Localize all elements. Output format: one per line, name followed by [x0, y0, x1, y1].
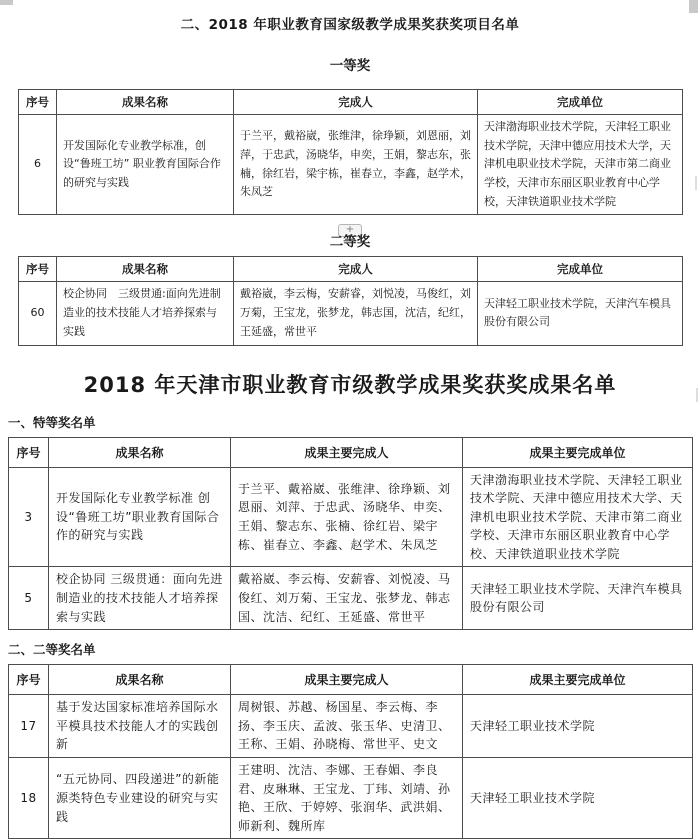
- second-prize-label: 二等奖: [329, 234, 371, 251]
- column-header-main-people: 成果主要完成人: [231, 665, 463, 695]
- first-prize-label: 一等奖: [329, 58, 371, 74]
- page-corner-mark-left: [0, 0, 13, 5]
- cell-people: 戴裕崴，李云梅，安薪睿，刘悦凌，马俊红，刘万菊，王宝龙，张梦龙，韩志国，沈洁，纪红，王延盛，常世平: [234, 282, 478, 345]
- special-prize-heading: 一、特等奖名单: [8, 414, 96, 430]
- column-header-main-units: 成果主要完成单位: [463, 665, 693, 695]
- national-list-title: 二、2018 年职业教育国家级教学成果奖获奖项目名单: [180, 17, 520, 33]
- column-header-units: 完成单位: [478, 90, 683, 115]
- column-header-no: 序号: [9, 665, 49, 695]
- column-header-people: 完成人: [234, 257, 478, 282]
- table-header-row: [9, 437, 693, 467]
- cell-achievement-name: 开发国际化专业教学标准 创设“鲁班工坊”职业教育国际合作的研究与实践: [49, 467, 231, 567]
- table-header-row: [19, 257, 683, 282]
- table-row: [9, 567, 693, 630]
- cell-units: 天津渤海职业技术学院、天津轻工职业技术学院、天津中德应用技术大学、天津机电职业技术学院、天津市第二商业学校、天津市东丽区职业教育中心学校、天津铁道职业技术学院: [463, 467, 693, 567]
- expand-button-row: [0, 217, 700, 236]
- table-header-row: [19, 90, 683, 115]
- page-edge-mark: [695, 176, 697, 190]
- table-row: [9, 467, 693, 567]
- cell-serial-no: 17: [9, 695, 49, 758]
- table-row: [9, 695, 693, 758]
- municipal-list-title: 2018 年天津市职业教育市级教学成果奖获奖成果名单: [83, 372, 617, 397]
- cell-achievement-name: 开发国际化专业教学标准，创设“鲁班工坊” 职业教育国际合作的研究与实践: [57, 115, 234, 215]
- cell-people: 戴裕崴、李云梅、安薪睿、刘悦凌、马俊红、刘万菊、王宝龙、张梦龙、韩志国、沈洁、纪红、王延盛、常世平: [231, 567, 463, 630]
- cell-serial-no: 18: [9, 758, 49, 839]
- expand-button[interactable]: +: [338, 224, 362, 237]
- column-header-units: 完成单位: [478, 257, 683, 282]
- column-header-no: 序号: [19, 257, 57, 282]
- cell-achievement-name: 基于发达国家标准培养国际水平模具技术技能人才的实践创新: [49, 695, 231, 758]
- column-header-main-people: 成果主要完成人: [231, 437, 463, 467]
- cell-units: 天津渤海职业技术学院，天津轻工职业技术学院，天津中德应用技术大学，天津机电职业技术学院，天津市第二商业学校，天津市东丽区职业教育中心学校，天津铁道职业技术学院: [478, 115, 683, 215]
- cell-units: 天津轻工职业技术学院、天津汽车模具股份有限公司: [463, 567, 693, 630]
- cell-people: 王建明、沈洁、李娜、王春媚、李良君、皮琳琳、王宝龙、丁玮、刘靖、孙艳、王欣、于婷婷、张润华、武洪娟、师新利、魏所库: [231, 758, 463, 839]
- cell-serial-no: 6: [19, 115, 57, 215]
- cell-people: 周树银、苏越、杨国星、李云梅、李扬、李玉庆、孟波、张玉华、史清卫、王称、王娟、孙晓梅、常世平、史文: [231, 695, 463, 758]
- municipal-second-prize-table: [8, 664, 693, 839]
- cell-serial-no: 3: [9, 467, 49, 567]
- cell-people: 于兰平，戴裕崴，张维津，徐琤颖，刘恩丽，刘萍，于忠武，汤晓华，申奕，王娟，黎志东，张楠，徐红岩，梁宇栋，崔春立，李鑫，赵学术，朱凤芝: [234, 115, 478, 215]
- cell-achievement-name: 校企协同 三级贯通:面向先进制造业的技术技能人才培养探索与实践: [57, 282, 234, 345]
- municipal-special-prize-table: [8, 437, 693, 631]
- cell-units: 天津轻工职业技术学院: [463, 695, 693, 758]
- column-header-no: 序号: [9, 437, 49, 467]
- column-header-achievement: 成果名称: [57, 90, 234, 115]
- second-prize-list-heading: 二、二等奖名单: [8, 642, 96, 658]
- cell-units: 天津轻工职业技术学院，天津汽车模具股份有限公司: [478, 282, 683, 345]
- column-header-main-units: 成果主要完成单位: [463, 437, 693, 467]
- page-edge-mark: [696, 388, 698, 402]
- national-first-prize-table: [18, 89, 683, 215]
- table-row: [19, 282, 683, 345]
- cell-achievement-name: 校企协同 三级贯通：面向先进制造业的技术技能人才培养探索与实践: [49, 567, 231, 630]
- column-header-people: 完成人: [234, 90, 478, 115]
- table-header-row: [9, 665, 693, 695]
- national-second-prize-table: [18, 256, 683, 345]
- column-header-achievement: 成果名称: [49, 437, 231, 467]
- column-header-achievement: 成果名称: [57, 257, 234, 282]
- cell-serial-no: 5: [9, 567, 49, 630]
- cell-units: 天津轻工职业技术学院: [463, 758, 693, 839]
- cell-achievement-name: “五元协同、四段递进”的新能源类特色专业建设的研究与实践: [49, 758, 231, 839]
- cell-people: 于兰平、戴裕崴、张维津、徐琤颖、刘恩丽、刘萍、于忠武、汤晓华、申奕、王娟、黎志东、张楠、徐红岩、梁宇栋、崔春立、李鑫、赵学术、朱凤芝: [231, 467, 463, 567]
- table-row: [19, 115, 683, 215]
- page-corner-mark-right: [689, 0, 698, 13]
- table-row: [9, 758, 693, 839]
- cell-serial-no: 60: [19, 282, 57, 345]
- column-header-no: 序号: [19, 90, 57, 115]
- column-header-achievement: 成果名称: [49, 665, 231, 695]
